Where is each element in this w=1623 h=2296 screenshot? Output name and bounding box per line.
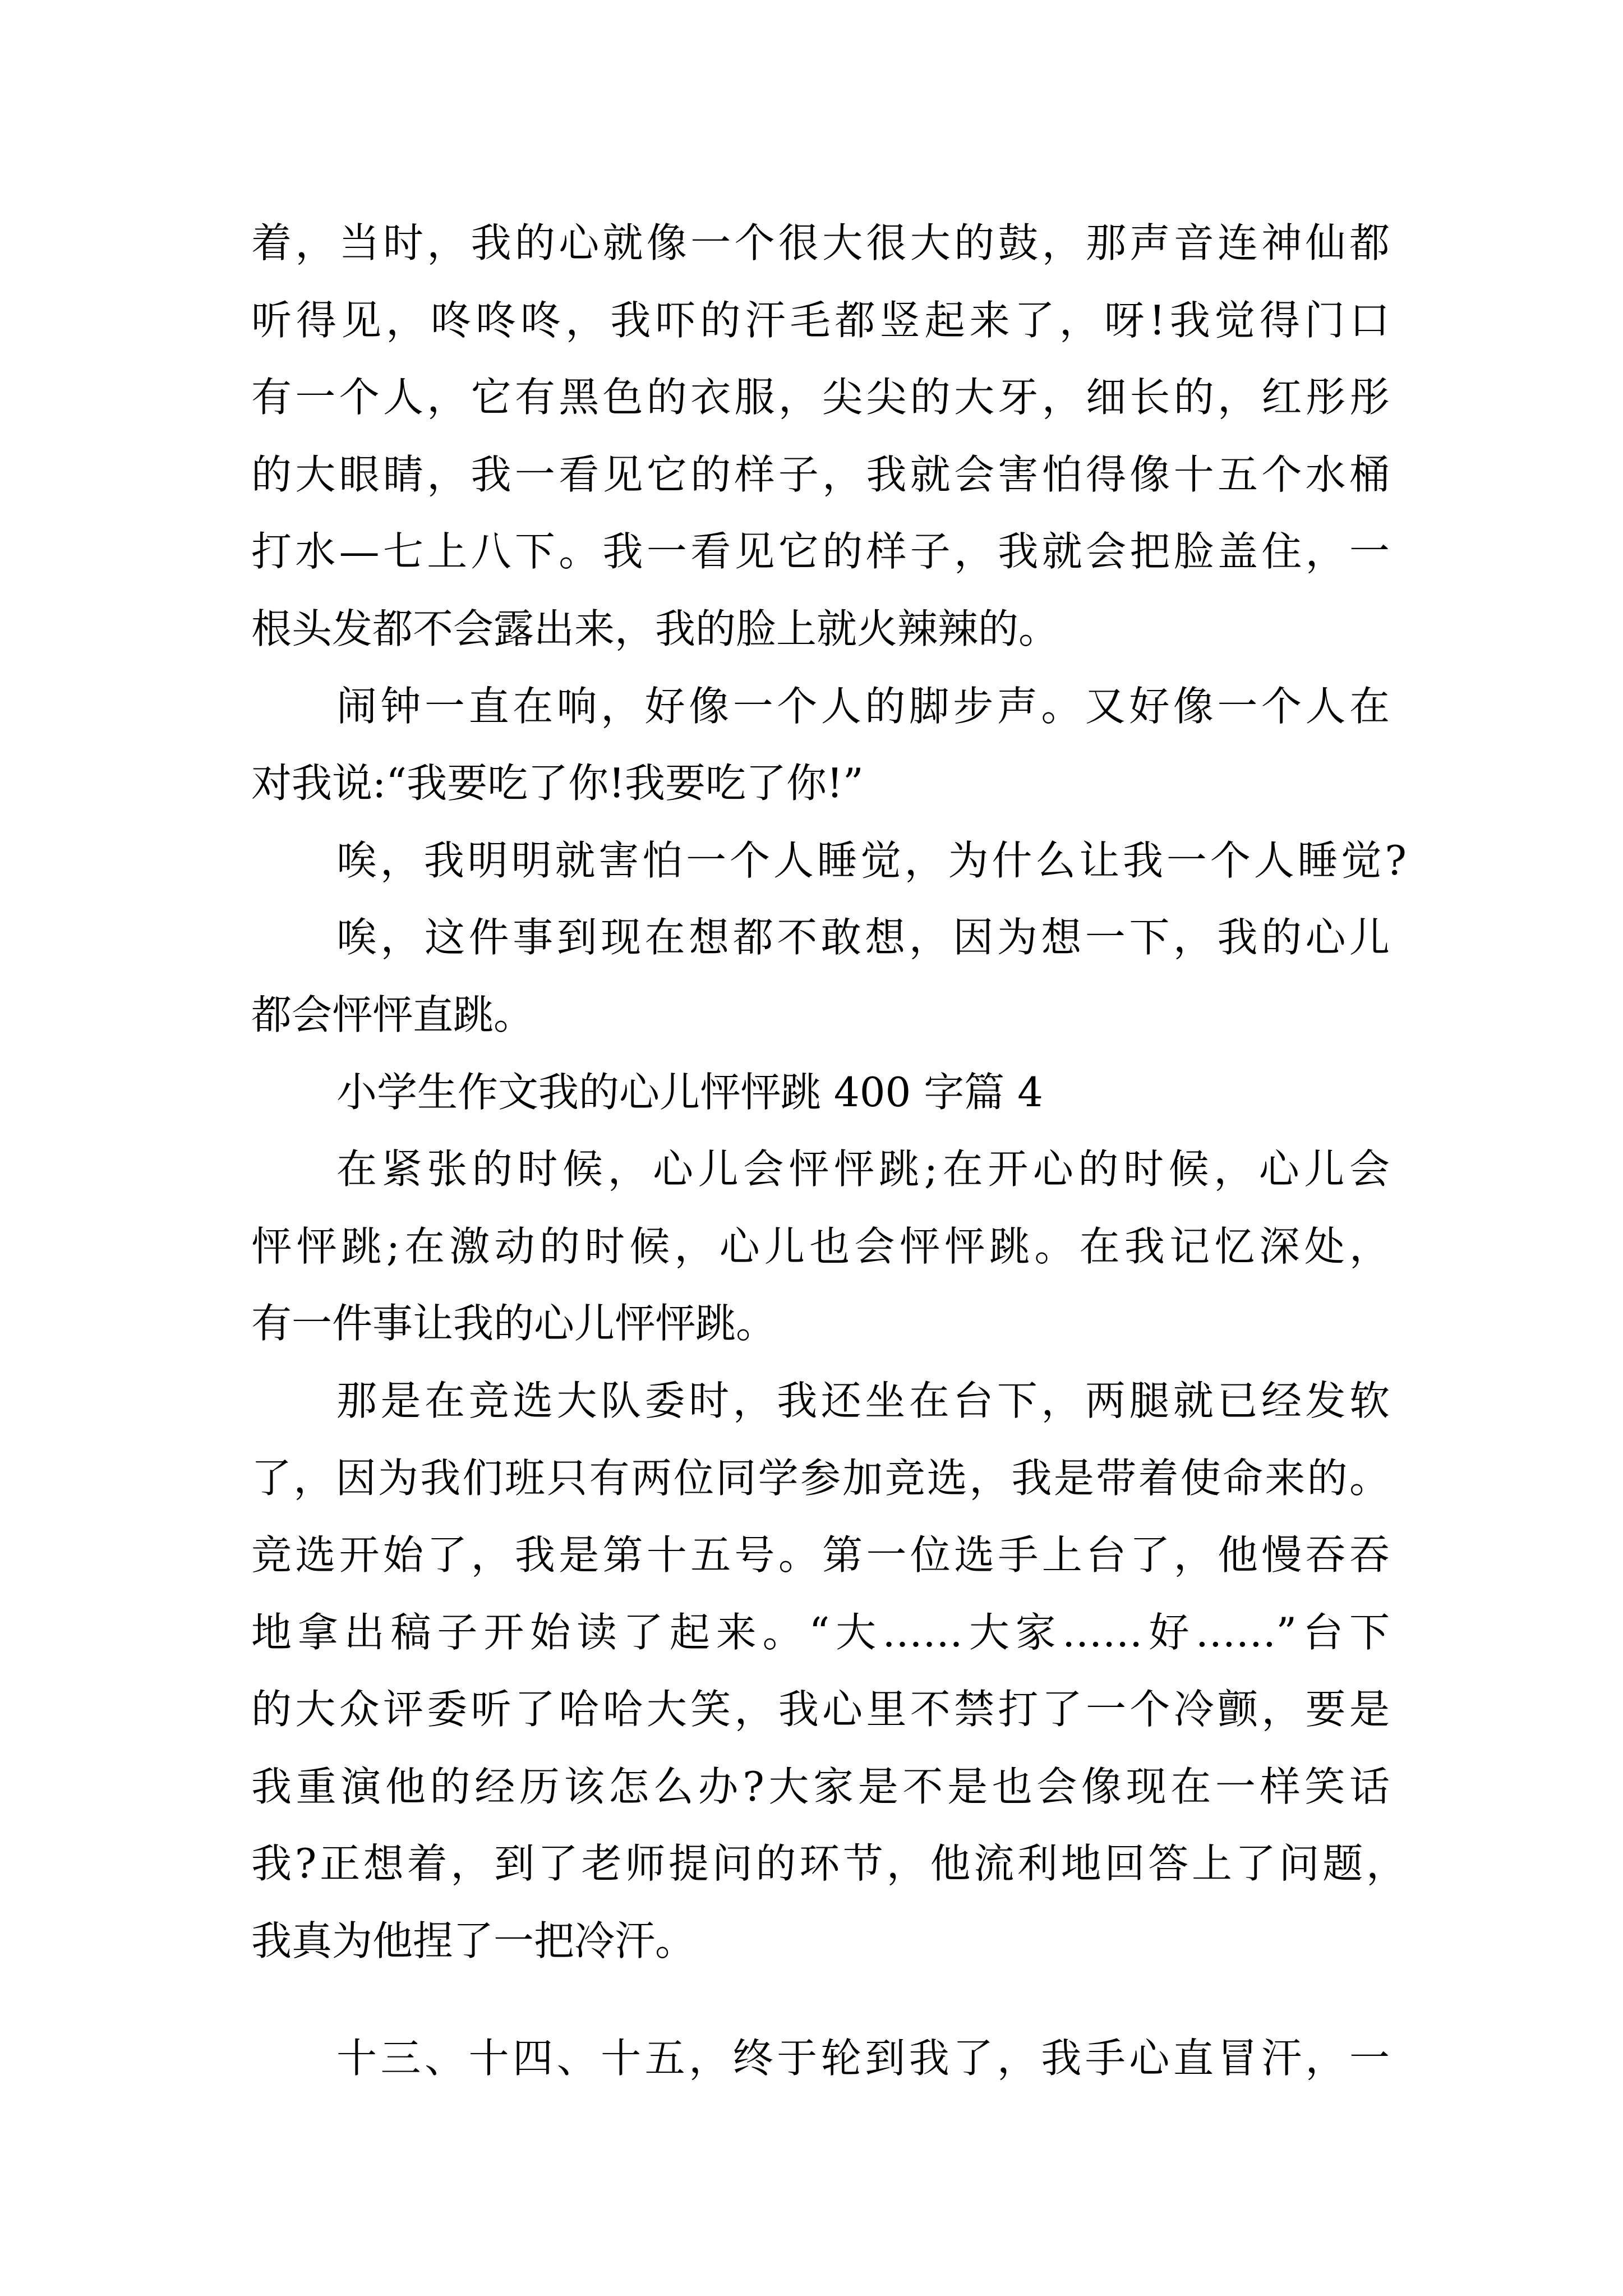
paragraph [251, 205, 1390, 668]
paragraph [251, 2020, 1390, 2097]
section-heading-text: 小学生作文我的心儿怦怦跳 400 字篇 4 [336, 1068, 1043, 1116]
text-line: 的大众评委听了哈哈大笑，我心里不禁打了一个冷颤，要是 [251, 1686, 1390, 1733]
text-line: 十三、十四、十五，终于轮到我了，我手心直冒汗，一 [336, 2034, 1390, 2082]
paragraph [251, 1363, 1407, 1980]
text-line: 根头发都不会露出来，我的脸上就火辣辣的。 [251, 605, 1059, 652]
paragraph [251, 668, 1390, 822]
text-line: 打水—七上八下。我一看见它的样子，我就会把脸盖住，一 [251, 528, 1390, 576]
section-heading [251, 1054, 1390, 1131]
text-line: 有一件事让我的心儿怦怦跳。 [251, 1300, 777, 1347]
text-line: 在紧张的时候，心儿会怦怦跳;在开心的时候，心儿会 [336, 1145, 1390, 1193]
text-line: 了，因为我们班只有两位同学参加竞选，我是带着使命来的。 [251, 1454, 1390, 1502]
text-line: 地拿出稿子开始读了起来。“大……大家……好……”台下 [251, 1608, 1390, 1656]
text-line: 我?正想着，到了老师提问的环节，他流利地回答上了问题， [251, 1840, 1407, 1888]
text-line: 闹钟一直在响，好像一个人的脚步声。又好像一个人在 [336, 682, 1390, 730]
paragraph [251, 899, 1390, 1053]
text-line: 我真为他捏了一把冷汗。 [251, 1917, 696, 1965]
text-line: 我重演他的经历该怎么办?大家是不是也会像现在一样笑话 [251, 1763, 1390, 1810]
text-line: 着，当时，我的心就像一个很大很大的鼓，那声音连神仙都 [251, 219, 1390, 266]
text-line: 都会怦怦直跳。 [251, 991, 534, 1038]
document-body [251, 205, 1407, 2097]
text-line: 竞选开始了，我是第十五号。第一位选手上台了，他慢吞吞 [251, 1531, 1390, 1579]
text-line: 怦怦跳;在激动的时候，心儿也会怦怦跳。在我记忆深处， [251, 1222, 1390, 1270]
text-line: 听得见，咚咚咚，我吓的汗毛都竖起来了，呀!我觉得门口 [251, 296, 1390, 344]
text-line: 唉，我明明就害怕一个人睡觉，为什么让我一个人睡觉? [336, 836, 1407, 884]
text-line: 那是在竞选大队委时，我还坐在台下，两腿就已经发软 [336, 1377, 1390, 1424]
paragraph [251, 822, 1407, 900]
text-line: 有一个人，它有黑色的衣服，尖尖的大牙，细长的，红彤彤 [251, 374, 1390, 421]
text-line: 对我说:“我要吃了你!我要吃了你!” [251, 760, 864, 807]
text-line: 的大眼睛，我一看见它的样子，我就会害怕得像十五个水桶 [251, 450, 1390, 498]
paragraph [251, 1131, 1390, 1363]
text-line: 唉，这件事到现在想都不敢想，因为想一下，我的心儿 [336, 914, 1390, 961]
